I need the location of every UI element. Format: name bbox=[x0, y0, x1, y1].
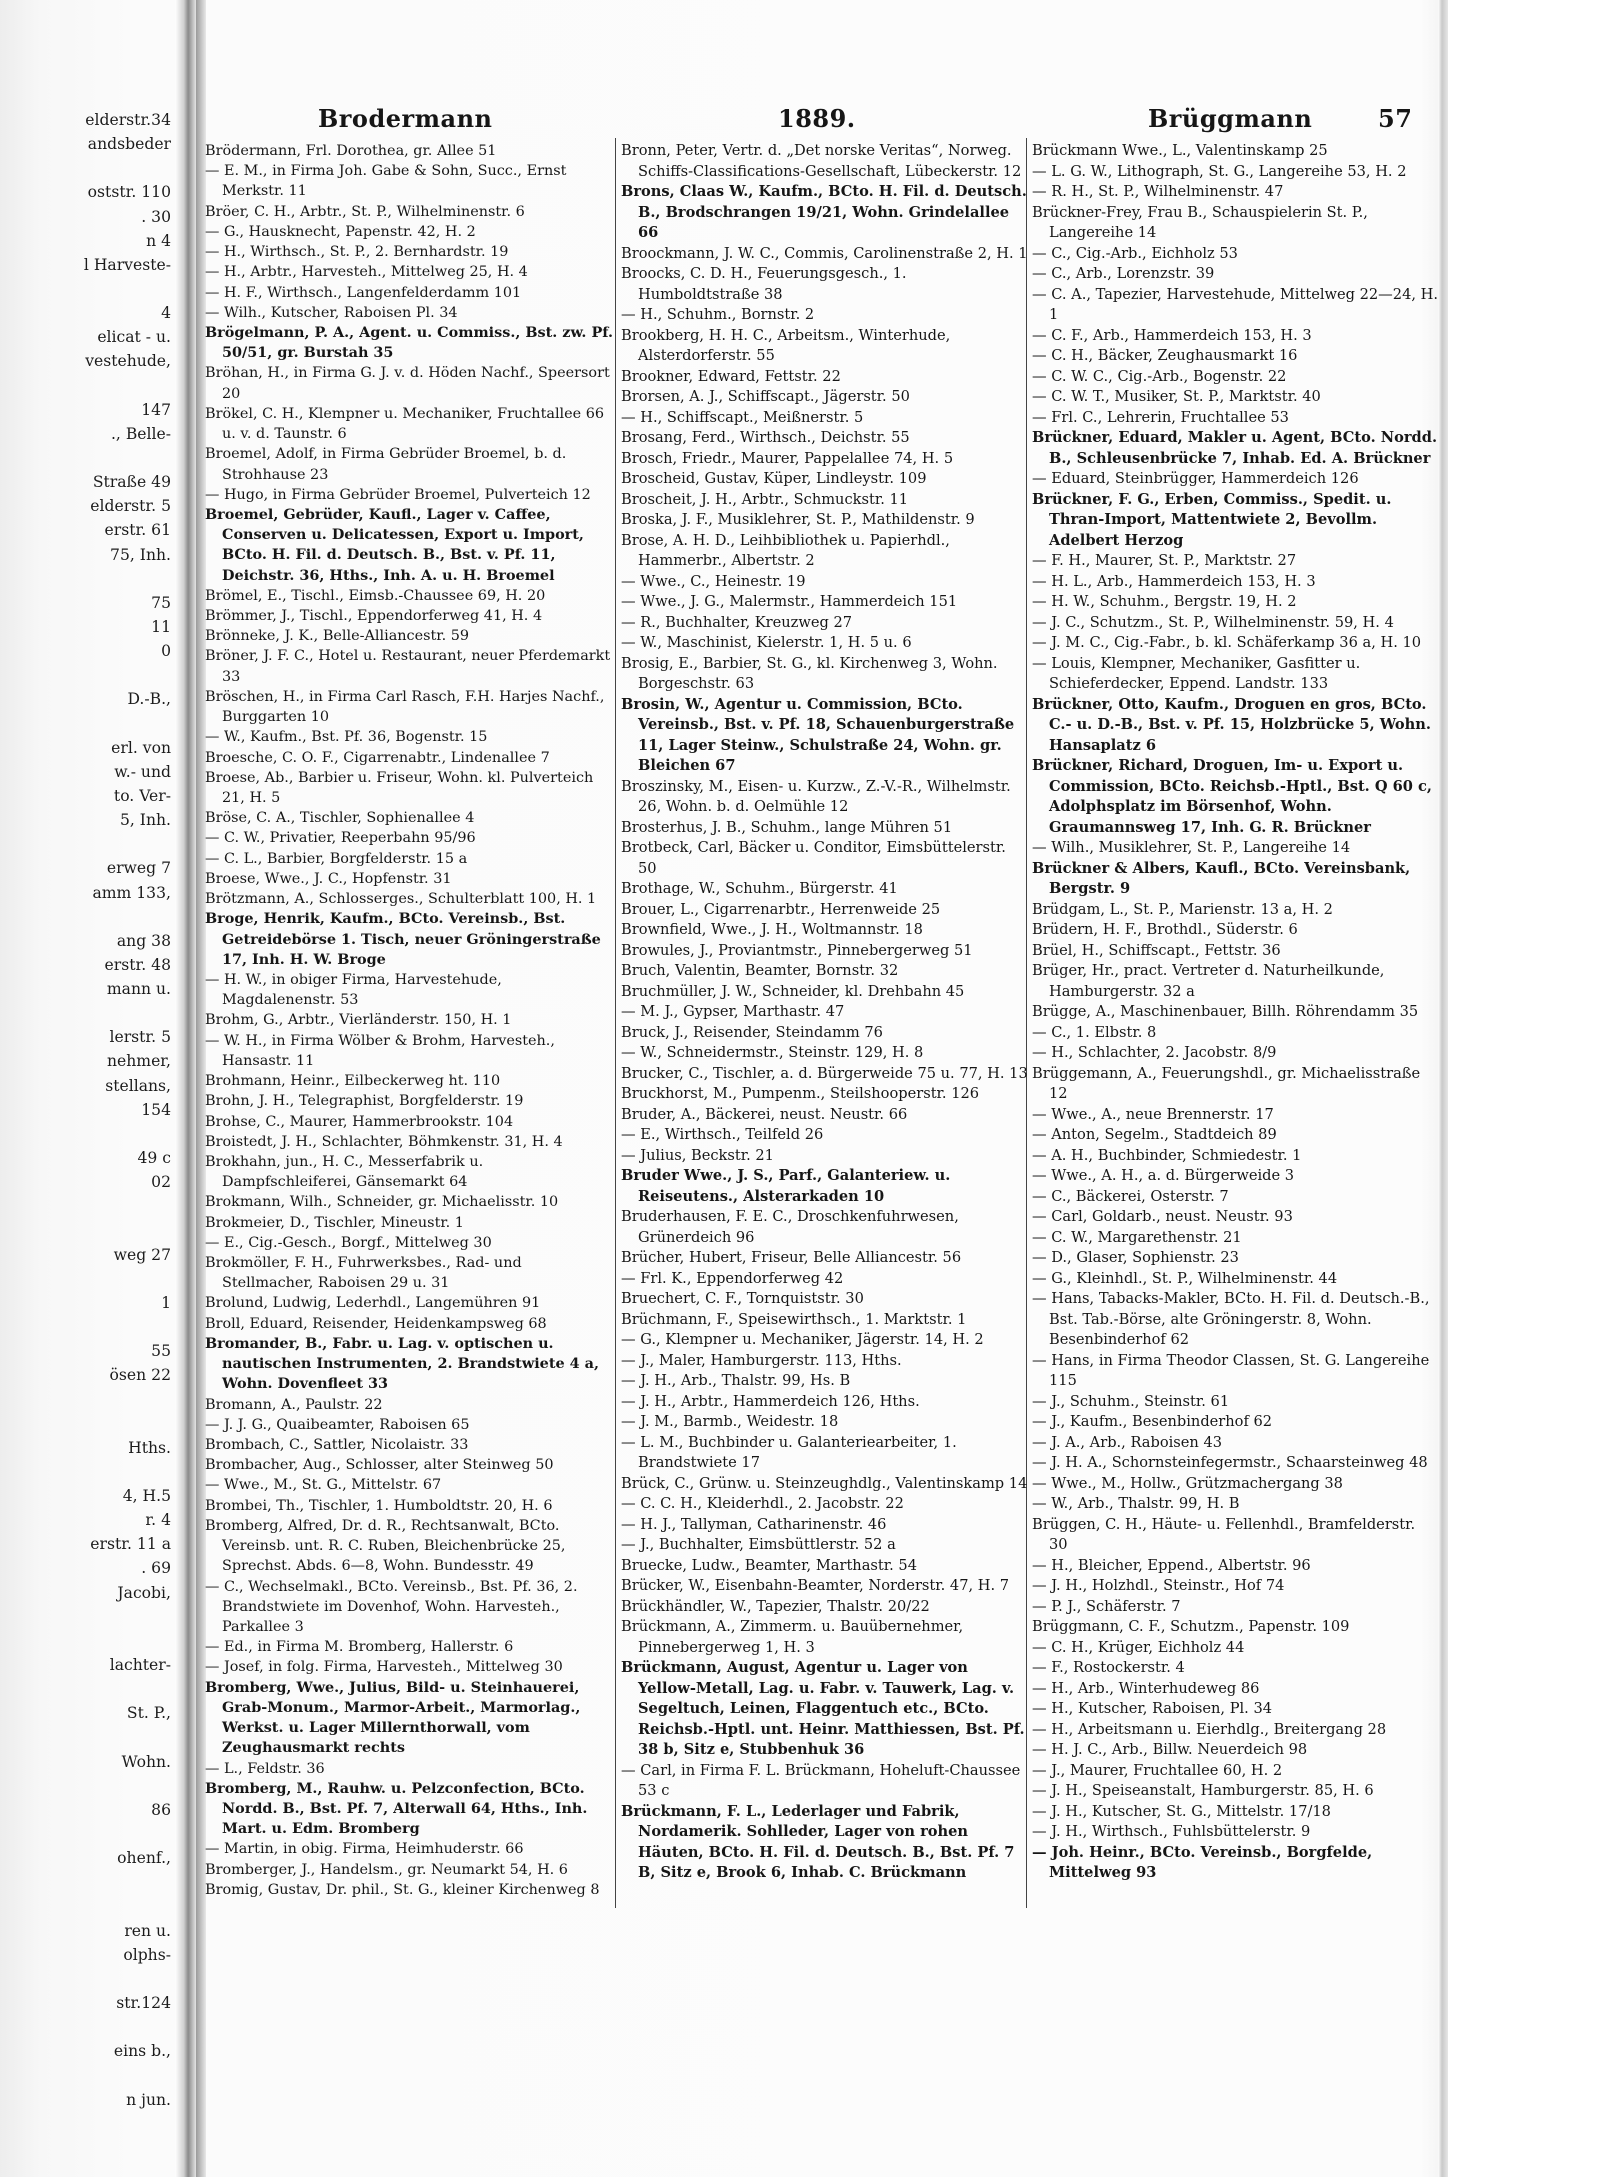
directory-entry: — G., Hausknecht, Papenstr. 42, H. 2 bbox=[205, 223, 476, 240]
facing-page-line: olphs- bbox=[123, 1945, 171, 1964]
directory-entry: Bruecke, Ludw., Beamter, Marthastr. 54 bbox=[621, 1556, 917, 1574]
directory-entry: — H., Kutscher, Rabois​en, Pl. 34 bbox=[1032, 1700, 1273, 1717]
facing-page-line bbox=[0, 905, 175, 929]
directory-entry: — J. A., Arb., Rabois​en 43 bbox=[1032, 1433, 1223, 1451]
directory-entry: — Frl. C., Lehrerin, Fruchtallee 53 bbox=[1032, 408, 1289, 426]
facing-page-line bbox=[0, 1412, 175, 1436]
directory-entry: — J., Maler, Hamburgerstr. 113, Hths. bbox=[621, 1351, 902, 1369]
directory-entry: — J. H., Arb., Thalstr. 99, Hs. B bbox=[621, 1372, 851, 1389]
directory-entry: — Wwe., A., neue Brennerstr. 17 bbox=[1032, 1105, 1274, 1123]
facing-page-line bbox=[0, 663, 175, 687]
directory-entry: — F., Rostockerstr. 4 bbox=[1032, 1659, 1185, 1676]
directory-entry: — H. J. C., Arb., Billw. Neuerdeich 98 bbox=[1032, 1741, 1308, 1758]
directory-entry: — C. W., Margarethenstr. 21 bbox=[1032, 1228, 1242, 1246]
facing-page-line: 75 bbox=[151, 593, 171, 612]
directory-entry: Bruchmüller, J. W., Schneider, kl. Drehbahn 45 bbox=[621, 982, 965, 1000]
directory-entry: — H., Bleicher, Eppend., Albertstr. 96 bbox=[1032, 1556, 1311, 1574]
directory-entry: — W., Arb., Thalstr. 99, H. B bbox=[1032, 1495, 1240, 1512]
facing-page-line: 4, H.5 bbox=[122, 1487, 171, 1506]
directory-entry: — Martin, in obig. Firma, Heimhuderstr. 66 bbox=[205, 1841, 524, 1858]
facing-page-line: erweg 7 bbox=[106, 859, 171, 878]
facing-page-line: ohenf., bbox=[117, 1849, 171, 1868]
directory-entry: — W., Maschinist, Kielerstr. 1, H. 5 u. 6 bbox=[621, 634, 912, 651]
directory-entry: — L. M., Buchbinder u. Galanteriearbeiter, 1. Brandstwiete 17 bbox=[621, 1433, 957, 1471]
directory-entry: — Wwe., C., Heinestr. 19 bbox=[621, 572, 806, 590]
directory-entry: — H., Wirthsch., St. P., 2. Bernhardstr. 19 bbox=[205, 244, 509, 261]
directory-entry: Brückmann, August, Agentur u. Lager von Yellow-Metall, Lag. u. Fabr. v. Tauwerk, Lag. v. Segeltuch, Leinen, Flaggentuch etc., BCto. Reichsb.-Hptl. unt. Heinr. Matthiessen, Bst. Pf. 38 b, Sitz e, Stubbenhuk 36 bbox=[621, 1659, 1025, 1758]
facing-page-line: 1 bbox=[161, 1293, 171, 1312]
directory-entry: Brüger, Hr., pract. Vertreter d. Naturheilkunde, Hamburgerstr. 32 a bbox=[1032, 962, 1385, 1000]
facing-page-line: ösen 22 bbox=[109, 1366, 171, 1385]
facing-page-line: n jun. bbox=[126, 2090, 171, 2109]
directory-entry: — J. H., Speiseanstalt, Hamburgerstr. 85, H. 6 bbox=[1032, 1782, 1374, 1799]
directory-entry: Brückner & Albers, Kaufl., BCto. Vereinsbank, Bergstr. 9 bbox=[1032, 859, 1411, 897]
directory-entry: Broistedt, J. H., Schlachter, Böhmkenstr. 31, H. 4 bbox=[205, 1133, 563, 1150]
directory-entry: — J. M. C., Cig.-Fabr., b. kl. Schäferkamp 36 a, H. 10 bbox=[1032, 634, 1422, 651]
directory-entry: — Anton, Segelm., Stadtdeich 89 bbox=[1032, 1126, 1277, 1143]
facing-page-line: erstr. 11 a bbox=[90, 1535, 171, 1554]
facing-page-line: . 30 bbox=[141, 207, 171, 226]
directory-entry: Brückner-Frey, Frau B., Schauspielerin St. P., Langereihe 14 bbox=[1032, 203, 1368, 241]
directory-entry: Bruck, J., Reisender, Steindamm 76 bbox=[621, 1023, 883, 1041]
facing-page-line bbox=[0, 374, 175, 398]
directory-entry: Broocks, C. D. H., Feuerungsgesch., 1. Humboldtstraße 38 bbox=[621, 265, 907, 303]
facing-page-line bbox=[0, 1870, 175, 1894]
directory-entry: Brohmann, Heinr., Eilbeckerweg ht. 110 bbox=[205, 1073, 501, 1090]
directory-entry: — J. H., Wirthsch., Fuhlsbüttelerstr. 9 bbox=[1032, 1823, 1311, 1840]
facing-page-line: 5, Inh. bbox=[119, 811, 171, 830]
facing-page-line: 49 c bbox=[137, 1149, 171, 1168]
running-head-left: Brodermann bbox=[318, 104, 493, 133]
directory-column-1 bbox=[205, 141, 613, 1900]
directory-entry: Brüel, H., Schiffscapt., Fettstr. 36 bbox=[1032, 941, 1281, 959]
directory-entry: Brömmer, J., Tischl., Eppendorferweg 41, H. 4 bbox=[205, 608, 543, 625]
directory-entry: Brögelmann, P. A., Agent. u. Commiss., Bst. zw. Pf. 50/51, gr. Burstah 35 bbox=[205, 323, 613, 362]
facing-page-line bbox=[0, 1387, 175, 1411]
facing-page-line: nehmer, bbox=[106, 1052, 171, 1071]
directory-entry: Bröschen, H., in Firma Carl Rasch, F.H. Harjes Nachf., Burggarten 10 bbox=[205, 688, 605, 726]
directory-entry: — C., Bäckerei, Osterstr. 7 bbox=[1032, 1187, 1229, 1205]
facing-page-line bbox=[0, 156, 175, 180]
facing-page-line: ., Belle- bbox=[110, 424, 171, 443]
directory-entry: Broge, Henrik, Kaufm., BCto. Vereinsb., Bst. Getreidebörse 1. Tisch, neuer Gröningerstraße 17, Inh. H. W. Broge bbox=[205, 910, 601, 968]
facing-page-line: Wohn. bbox=[121, 1752, 171, 1771]
directory-entry: Brookner, Edward, Fettstr. 22 bbox=[621, 367, 841, 385]
directory-entry: Bromberg, Wwe., Julius, Bild- u. Steinhauerei, Grab-Monum., Marmor-Arbeit., Marmorlag., Werkst. u. Lager Millernthorwall, vom Zeughausmarkt rechts bbox=[205, 1678, 581, 1757]
running-head-year: 1889. bbox=[778, 104, 856, 133]
directory-entry: Brolund, Ludwig, Lederhdl., Langemühren 91 bbox=[205, 1295, 541, 1312]
directory-entry: — E. M., in Firma Joh. Gabe & Sohn, Succ., Ernst Merkstr. 11 bbox=[205, 163, 567, 200]
directory-entry: Bruderhausen, F. E. C., Droschkenfuhrwesen, Grünerdeich 96 bbox=[621, 1208, 959, 1246]
directory-entry: Brosang, Ferd., Wirthsch., Deichstr. 55 bbox=[621, 429, 910, 446]
directory-entry: Brökel, C. H., Klempner u. Mechaniker, Fruchtallee 66 u. v. d. Taunstr. 6 bbox=[205, 405, 605, 443]
facing-page-line: n 4 bbox=[146, 231, 171, 250]
directory-entry: Broska, J. F., Musiklehrer, St. P., Mathildenstr. 9 bbox=[621, 511, 975, 528]
directory-column-3 bbox=[1032, 141, 1438, 1884]
directory-entry: Brokmöller, F. H., Fuhrwerksbes., Rad- und Stellmacher, Rabois​en 29 u. 31 bbox=[205, 1255, 522, 1292]
directory-entry: Brödermann, Frl. Dorothea, gr. Allee 51 bbox=[205, 143, 497, 159]
directory-entry: — H. L., Arb., Hammerdeich 153, H. 3 bbox=[1032, 572, 1316, 590]
directory-entry: — H. W., in obiger Firma, Harvestehude, Magdalenenstr. 53 bbox=[205, 971, 502, 1009]
directory-entry: — L. G. W., Lithograph, St. G., Langereihe 53, H. 2 bbox=[1032, 162, 1407, 180]
directory-entry: Brohse, C., Maurer, Hammerbrookstr. 104 bbox=[205, 1113, 514, 1130]
directory-entry: Broese, Ab., Barbier u. Friseur, Wohn. kl. Pulverteich 21, H. 5 bbox=[205, 769, 594, 806]
facing-page-line bbox=[0, 832, 175, 856]
directory-entry: — H., Schlachter, 2. Jacobstr. 8/9 bbox=[1032, 1044, 1277, 1061]
directory-entry: Bruder Wwe., J. S., Parf., Galanteriew. u. Reiseutens., Alsterarkaden 10 bbox=[621, 1167, 951, 1205]
directory-entry: Bröner, J. F. C., Hotel u. Restaurant, neuer Pferdemarkt 33 bbox=[205, 648, 611, 685]
facing-page-line bbox=[0, 1315, 175, 1339]
facing-page-line: andsbeder bbox=[87, 135, 171, 154]
directory-entry: Brückner, Otto, Kaufm., Droguen en gros, BCto. C.- u. D.-B., Bst. v. Pf. 15, Holzbrücke 5, Wohn. Hansaplatz 6 bbox=[1032, 695, 1431, 754]
directory-entry: Brotbeck, Carl, Bäcker u. Conditor, Eimsbüttelerstr. 50 bbox=[621, 839, 1006, 877]
directory-entry: Brönneke, J. K., Belle-Alliancestr. 59 bbox=[205, 628, 470, 645]
directory-entry: Brückner, Eduard, Makler u. Agent, BCto. Nordd. B., Schleusenbrücke 7, Inhab. Ed. A. Brückner bbox=[1032, 429, 1438, 467]
directory-entry: — C. W. T., Musiker, St. P., Marktstr. 40 bbox=[1032, 388, 1321, 405]
facing-page-line bbox=[0, 1267, 175, 1291]
directory-entry: — D., Glaser, Sophienstr. 23 bbox=[1032, 1249, 1239, 1266]
directory-entry: Brouer, L., Cigarrenarbtr., Herrenweide 25 bbox=[621, 900, 941, 918]
facing-page-line: str.124 bbox=[116, 1993, 171, 2012]
directory-entry: — G., Kleinhdl., St. P., Wilhelminenstr. 44 bbox=[1032, 1269, 1338, 1287]
facing-page-line bbox=[0, 712, 175, 736]
directory-entry: — C. W., Privatier, Reeperbahn 95/96 bbox=[205, 830, 476, 847]
facing-page-line: ren u. bbox=[124, 1921, 171, 1940]
facing-page-line: 86 bbox=[151, 1800, 171, 1819]
directory-entry: Bröer, C. H., Arbtr., St. P., Wilhelminenstr. 6 bbox=[205, 203, 525, 220]
facing-page-line: 147 bbox=[141, 400, 171, 419]
directory-entry: — G., Klempner u. Mechaniker, Jägerstr. 14, H. 2 bbox=[621, 1331, 984, 1348]
directory-entry: — W. H., in Firma Wölber & Brohm, Harvesteh., Hansastr. 11 bbox=[205, 1032, 555, 1069]
facing-page-line bbox=[0, 1725, 175, 1749]
directory-entry: Brohm, G., Arbtr., Vierländerstr. 150, H. 1 bbox=[205, 1012, 512, 1029]
facing-page-line bbox=[0, 1677, 175, 1701]
facing-page-line: amm 133, bbox=[92, 883, 171, 902]
directory-entry: Bromberg, Alfred, Dr. d. R., Rechtsanwalt, BCto. Vereinsb. unt. R. C. Ruben, Bleichenbrücke 25, Sprechst. Abds. 6—8, Wohn. Bundesstr. 49 bbox=[205, 1517, 566, 1575]
directory-entry: — Hans, in Firma Theodor Classen, St. G. Langereihe 115 bbox=[1032, 1351, 1430, 1389]
directory-entry: Bromann, A., Paulstr. 22 bbox=[205, 1396, 383, 1413]
facing-page-line bbox=[0, 2063, 175, 2087]
facing-page-line: Straße 49 bbox=[92, 473, 171, 492]
book-gutter bbox=[175, 0, 197, 2177]
facing-page-line: l Harveste- bbox=[83, 255, 171, 274]
directory-entry: Brügge, A., Maschinenbauer, Billh. Röhrendamm 35 bbox=[1032, 1003, 1419, 1020]
facing-page-line bbox=[0, 1967, 175, 1991]
directory-entry: Bröhan, H., in Firma G. J. v. d. Höden Nachf., Speersort 20 bbox=[205, 365, 610, 402]
directory-entry: Brohn, J. H., Telegraphist, Borgfelderstr. 19 bbox=[205, 1093, 524, 1110]
directory-entry: Brownfield, Wwe., J. H., Woltmannstr. 18 bbox=[621, 921, 923, 938]
page-number: 57 bbox=[1378, 104, 1413, 133]
facing-page-line: . 69 bbox=[141, 1559, 171, 1578]
directory-entry: — Josef, in folg. Firma, Harvesteh., Mittelweg 30 bbox=[205, 1659, 563, 1676]
facing-page-line: St. P., bbox=[126, 1704, 171, 1723]
directory-entry: Broesche, C. O. F., Cigarrenabtr., Lindenallee 7 bbox=[205, 749, 550, 766]
directory-entry: Brüggemann, A., Feuerungshdl., gr. Michaelisstraße 12 bbox=[1032, 1064, 1421, 1102]
directory-entry: Browules, J., Proviantmstr., Pinnebergerweg 51 bbox=[621, 941, 973, 959]
directory-entry: Brosch, Friedr., Maurer, Pappelallee 74, H. 5 bbox=[621, 449, 954, 467]
column-rule bbox=[615, 138, 616, 1908]
directory-entry: Bromberg, M., Rauhw. u. Pelzconfection, BCto. Nordd. B., Bst. Pf. 7, Alterwall 64, Hths., Inh. Mart. u. Edm. Bromberg bbox=[205, 1779, 588, 1838]
directory-entry: — H., Arb., Winterhudeweg 86 bbox=[1032, 1679, 1260, 1697]
directory-entry: Broll, Eduard, Reisender, Heidenkampsweg 68 bbox=[205, 1315, 547, 1332]
directory-entry: — H., Schiffscapt., Meißnerstr. 5 bbox=[621, 408, 864, 426]
facing-page-line bbox=[0, 2015, 175, 2039]
facing-page-line: lachter- bbox=[109, 1656, 171, 1674]
directory-entry: Bronn, Peter, Vertr. d. „Det norske Veritas“, Norweg. Schiffs-Classifications-Gesellschaft, Lübeckerstr. 12 bbox=[621, 142, 1022, 180]
facing-page-line: oststr. 110 bbox=[87, 183, 171, 202]
directory-entry: Brombach, C., Sattler, Nicolaistr. 33 bbox=[205, 1437, 469, 1453]
directory-entry: Brosterhus, J. B., Schuhm., lange Mühren 51 bbox=[621, 818, 953, 836]
directory-entry: — J. M., Barmb., Weidestr. 18 bbox=[621, 1413, 839, 1430]
directory-entry: — Wilh., Musiklehrer, St. P., Langereihe 14 bbox=[1032, 839, 1351, 856]
directory-entry: Bruch, Valentin, Beamter, Bornstr. 32 bbox=[621, 962, 899, 979]
facing-page-line: weg 27 bbox=[113, 1245, 171, 1264]
directory-entry: — Carl, in Firma F. L. Brückmann, Hoheluft-Chaussee 53 c bbox=[621, 1761, 1021, 1799]
directory-entry: — J. H. A., Schornsteinfegermstr., Schaarsteinweg 48 bbox=[1032, 1454, 1428, 1471]
directory-entry: — Julius, Beckstr. 21 bbox=[621, 1146, 774, 1164]
directory-entry: Broemel, Gebrüder, Kaufl., Lager v. Caffee, Conserven u. Delicatessen, Export u. Import, BCto. H. Fil. d. Deutsch. B., Bst. v. Pf. 11, Deichstr. 36, Hths., Inh. A. u. H. Broemel bbox=[205, 505, 584, 584]
facing-page-line: to. Ver- bbox=[113, 786, 171, 805]
facing-page-line: 4 bbox=[161, 304, 171, 323]
facing-page-line: stellans, bbox=[105, 1076, 171, 1095]
directory-entry: — C., 1. Elbstr. 8 bbox=[1032, 1023, 1157, 1041]
facing-page-line: r. 4 bbox=[145, 1511, 171, 1530]
directory-entry: Broscheit, J. H., Arbtr., Schmuckstr. 11 bbox=[621, 490, 909, 508]
facing-page-line: erl. von bbox=[111, 738, 171, 757]
facing-page-line bbox=[0, 1194, 175, 1218]
directory-entry: Bruckhorst, M., Pumpenm., Steilshooperstr. 126 bbox=[621, 1085, 980, 1102]
directory-entry: — M. J., Gypser, Marthastr. 47 bbox=[621, 1003, 845, 1020]
directory-entry: — C., Arb., Lorenzstr. 39 bbox=[1032, 265, 1215, 282]
directory-entry: — L., Feldstr. 36 bbox=[205, 1760, 325, 1777]
directory-entry: — J., Schuhm., Steinstr. 61 bbox=[1032, 1392, 1230, 1410]
facing-page-line: vestehude, bbox=[85, 352, 171, 371]
running-head-right: Brüggmann bbox=[1148, 104, 1313, 133]
directory-entry: Brüchmann, F., Speisewirthsch., 1. Marktstr. 1 bbox=[621, 1310, 967, 1328]
directory-entry: — C. H., Bäcker, Zeughausmarkt 16 bbox=[1032, 347, 1298, 364]
directory-entry: — Ed., in Firma M. Bromberg, Hallerstr. 6 bbox=[205, 1639, 514, 1656]
directory-entry: — R. H., St. P., Wilhelminenstr. 47 bbox=[1032, 183, 1284, 200]
directory-entry: Brüdgam, L., St. P., Marienstr. 13 a, H. 2 bbox=[1032, 900, 1333, 918]
directory-entry: Bromig, Gustav, Dr. phil., St. G., kleiner Kirchenweg 8 bbox=[205, 1881, 600, 1898]
directory-entry: Broemel, Adolf, in Firma Gebrüder Broemel, b. d. Strohhause 23 bbox=[205, 446, 567, 483]
facing-page-line bbox=[0, 446, 175, 470]
facing-page-line: 55 bbox=[151, 1342, 171, 1361]
directory-entry: — J., Maurer, Fruchtallee 60, H. 2 bbox=[1032, 1761, 1283, 1779]
directory-entry: — Eduard, Steinbrügger, Hammerdeich 126 bbox=[1032, 470, 1359, 487]
facing-page-line: eins b., bbox=[113, 2042, 171, 2061]
directory-entry: Brömel, E., Tischl., Eimsb.-Chaussee 69, H. 20 bbox=[205, 587, 546, 604]
directory-entry: — J. C., Schutzm., St. P., Wilhelminenstr. 59, H. 4 bbox=[1032, 613, 1394, 631]
facing-page-line bbox=[0, 1001, 175, 1025]
directory-entry: Brötzmann, A., Schlosserges., Schulterblatt 100, H. 1 bbox=[205, 891, 597, 908]
facing-page-line bbox=[0, 1218, 175, 1242]
directory-entry: Brookberg, H. H. C., Arbeitsm., Winterhude, Alsterdorferstr. 55 bbox=[621, 326, 951, 364]
directory-entry: — Louis, Klempner, Mechaniker, Gasfitter u. Schieferdecker, Eppend. Landstr. 133 bbox=[1032, 654, 1361, 692]
facing-page-line: D.-B., bbox=[127, 690, 171, 709]
facing-page-line bbox=[0, 1629, 175, 1653]
directory-entry: Brucker, C., Tischler, a. d. Bürgerweide 75 u. 77, H. 13 bbox=[621, 1064, 1028, 1082]
directory-entry: — J. H., Arbtr., Hammerdeich 126, Hths. bbox=[621, 1392, 920, 1410]
directory-entry: — C. L., Barbier, Borgfelderstr. 15 a bbox=[205, 850, 468, 867]
directory-entry: Brüggen, C. H., Häute- u. Fellenhdl., Bramfelderstr. 30 bbox=[1032, 1515, 1416, 1553]
facing-page-line: lerstr. 5 bbox=[109, 1028, 171, 1047]
directory-entry: Bröse, C. A., Tischler, Sophienallee 4 bbox=[205, 810, 475, 827]
directory-entry: — Joh. Heinr., BCto. Vereinsb., Borgfelde, Mittelweg 93 bbox=[1032, 1843, 1373, 1881]
facing-page-line: w.- und bbox=[114, 762, 171, 781]
facing-page-line: elicat - u. bbox=[97, 328, 171, 347]
facing-page-line bbox=[0, 1122, 175, 1146]
directory-entry: Brosig, E., Barbier, St. G., kl. Kirchenweg 3, Wohn. Borgeschstr. 63 bbox=[621, 654, 998, 692]
directory-entry: Brombei, Th., Tischler, 1. Humboldtstr. 20, H. 6 bbox=[205, 1497, 553, 1514]
facing-page-line: Jacobi, bbox=[117, 1583, 171, 1602]
facing-page-line: 11 bbox=[151, 617, 171, 636]
directory-entry: — J. H., Holzhdl., Steinstr., Hof 74 bbox=[1032, 1577, 1285, 1594]
directory-entry: — Wwe., M., St. G., Mittelstr. 67 bbox=[205, 1477, 442, 1494]
directory-entry: Bruder, A., Bäckerei, neust. Neustr. 66 bbox=[621, 1105, 908, 1123]
directory-entry: Brosin, W., Agentur u. Commission, BCto. Vereinsb., Bst. v. Pf. 18, Schauenburgerstraße 11, Lager Steinw., Schulstraße 24, Wohn. gr. Bleichen 67 bbox=[621, 695, 1015, 774]
directory-entry: Brücher, Hubert, Friseur, Belle Alliancestr. 56 bbox=[621, 1249, 962, 1266]
facing-page-line: 75, Inh. bbox=[110, 545, 171, 564]
facing-page-line: ang 38 bbox=[116, 931, 171, 950]
directory-entry: Broscheid, Gustav, Küper, Lindleystr. 109 bbox=[621, 470, 927, 487]
directory-entry: — A. H., Buchbinder, Schmiedestr. 1 bbox=[1032, 1146, 1302, 1164]
directory-entry: Broockmann, J. W. C., Commis, Carolinenstraße 2, H. 1 bbox=[621, 244, 1028, 262]
directory-entry: Brothage, W., Schuhm., Bürgerstr. 41 bbox=[621, 880, 898, 897]
directory-entry: — J. H., Kutscher, St. G., Mittelstr. 17/18 bbox=[1032, 1802, 1331, 1820]
directory-entry: Brüggmann, C. F., Schutzm., Papenstr. 109 bbox=[1032, 1618, 1350, 1635]
facing-page-line bbox=[0, 277, 175, 301]
facing-page-line bbox=[0, 1822, 175, 1846]
directory-entry: — Hugo, in Firma Gebrüder Broemel, Pulverteich 12 bbox=[205, 486, 591, 503]
directory-entry: Brokmann, Wilh., Schneider, gr. Michaelisstr. 10 bbox=[205, 1194, 559, 1211]
facing-page-fragment bbox=[0, 108, 175, 2112]
directory-entry: — Wwe., A. H., a. d. Bürgerweide 3 bbox=[1032, 1167, 1295, 1184]
facing-page-line: elderstr.34 bbox=[85, 111, 171, 129]
directory-entry: — C. H., Krüger, Eichholz 44 bbox=[1032, 1638, 1245, 1656]
directory-entry: Brose, A. H. D., Leihbibliothek u. Papierhdl., Hammerbr., Albertstr. 2 bbox=[621, 531, 950, 569]
facing-page-line: Hths. bbox=[128, 1438, 171, 1457]
facing-page-line bbox=[0, 567, 175, 591]
facing-page-line bbox=[0, 1460, 175, 1484]
directory-entry: — W., Kaufm., Bst. Pf. 36, Bogenstr. 15 bbox=[205, 729, 488, 746]
facing-page-line: erstr. 48 bbox=[104, 955, 171, 974]
directory-entry: Broese, Wwe., J. C., Hopfenstr. 31 bbox=[205, 870, 452, 887]
facing-page-line: 154 bbox=[141, 1100, 171, 1119]
directory-entry: Brüdern, H. F., Brothdl., Süderstr. 6 bbox=[1032, 921, 1298, 938]
facing-page-line: 02 bbox=[151, 1173, 171, 1192]
directory-entry: Brückmann, A., Zimmerm. u. Bauübernehmer, Pinnebergerweg 1, H. 3 bbox=[621, 1618, 964, 1656]
directory-entry: — C., Wechselmakl., BCto. Vereinsb., Bst. Pf. 36, 2. Brandstwiete im Dovenhof, Wohn. Harvesteh., Parkallee 3 bbox=[205, 1578, 578, 1635]
directory-entry: — H. J., Tallyman, Catharinenstr. 46 bbox=[621, 1515, 887, 1533]
directory-entry: — J. J. G., Quaibeamter, Rabois​en 65 bbox=[205, 1416, 470, 1433]
directory-entry: — W., Schneidermstr., Steinstr. 129, H. 8 bbox=[621, 1044, 924, 1061]
directory-entry: — C. W. C., Cig.-Arb., Bogenstr. 22 bbox=[1032, 367, 1287, 385]
directory-entry: — Hans, Tabacks-Makler, BCto. H. Fil. d. Deutsch.-B., Bst. Tab.-Börse, alte Gröningerstr. 8, Wohn. Besenbinderhof 62 bbox=[1032, 1290, 1430, 1348]
directory-entry: — P. J., Schäferstr. 7 bbox=[1032, 1597, 1181, 1615]
directory-entry: — R., Buchhalter, Kreuzweg 27 bbox=[621, 613, 853, 631]
directory-entry: — Wwe., M., Hollw., Grützmachergang 38 bbox=[1032, 1474, 1343, 1492]
directory-entry: Brückner, Richard, Droguen, Im- u. Export u. Commission, BCto. Reichsb.-Hptl., Bst. Q 60 c, Adolphsplatz im Börsenhof, Wohn. Graumannsweg 17, Inh. G. R. Brückner bbox=[1032, 757, 1432, 836]
directory-entry: Brückmann, F. L., Lederlager und Fabrik, Nordamerik. Sohlleder, Lager von rohen Häuten, BCto. H. Fil. d. Deutsch. B., Bst. Pf. 7 B, Sitz e, Brook 6, Inhab. C. Brückmann bbox=[621, 1802, 1015, 1881]
directory-entry: — Wilh., Kutscher, Rabois​en Pl. 34 bbox=[205, 304, 458, 321]
directory-entry: Brorsen, A. J., Schiffscapt., Jägerstr. 50 bbox=[621, 388, 910, 405]
facing-page-line: erstr. 61 bbox=[104, 521, 171, 540]
facing-page-line bbox=[0, 1774, 175, 1798]
directory-entry: — H. F., Wirthsch., Langenfelderdamm 101 bbox=[205, 284, 522, 301]
directory-entry: Brons, Claas W., Kaufm., BCto. H. Fil. d. Deutsch. B., Brodschrangen 19/21, Wohn. Grindelallee 66 bbox=[621, 183, 1027, 241]
facing-page-line: mann u. bbox=[106, 980, 171, 999]
directory-entry: Bromander, B., Fabr. u. Lag. v. optischen u. nautischen Instrumenten, 2. Brandstwiete 4 a, Wohn. Dovenfleet 33 bbox=[205, 1334, 599, 1393]
directory-entry: — Carl, Goldarb., neust. Neustr. 93 bbox=[1032, 1208, 1293, 1225]
directory-entry: — J., Buchhalter, Eimsbüttlerstr. 52 a bbox=[621, 1536, 896, 1553]
page-right-edge bbox=[1438, 0, 1448, 2177]
directory-entry: — C. A., Tapezier, Harvestehude, Mittelweg 22—24, H. 1 bbox=[1032, 285, 1438, 323]
directory-entry: Brombacher, Aug., Schlosser, alter Steinweg 50 bbox=[205, 1457, 554, 1474]
directory-entry: — E., Cig.-Gesch., Borgf., Mittelweg 30 bbox=[205, 1234, 492, 1251]
directory-entry: — J., Kaufm., Besenbinderhof 62 bbox=[1032, 1413, 1273, 1430]
directory-entry: Brückhändler, W., Tapezier, Thalstr. 20/22 bbox=[621, 1597, 930, 1615]
directory-entry: Brück, C., Grünw. u. Steinzeughdlg., Valentinskamp 14 bbox=[621, 1474, 1028, 1492]
directory-entry: Brokmeier, D., Tischler, Mineustr. 1 bbox=[205, 1214, 464, 1231]
directory-entry: — H. W., Schuhm., Bergstr. 19, H. 2 bbox=[1032, 593, 1297, 610]
directory-entry: Bruechert, C. F., Tornquiststr. 30 bbox=[621, 1290, 864, 1307]
facing-page-line: 0 bbox=[161, 642, 171, 661]
directory-entry: — H., Arbeitsmann u. Eierhdlg., Breitergang 28 bbox=[1032, 1720, 1387, 1738]
directory-entry: — F. H., Maurer, St. P., Marktstr. 27 bbox=[1032, 552, 1297, 569]
directory-entry: Brückmann Wwe., L., Valentinskamp 25 bbox=[1032, 142, 1328, 159]
directory-entry: Brücker, W., Eisenbahn-Beamter, Norderstr. 47, H. 7 bbox=[621, 1577, 1010, 1594]
directory-entry: — Wwe., J. G., Malermstr., Hammerdeich 151 bbox=[621, 593, 958, 610]
directory-entry: — C. C. H., Kleiderhdl., 2. Jacobstr. 22 bbox=[621, 1495, 904, 1512]
directory-entry: — H., Arbtr., Harvesteh., Mittelweg 25, H. 4 bbox=[205, 264, 528, 281]
directory-entry: Brokhahn, jun., H. C., Messerfabrik u. Dampfschleiferei, Gänsemarkt 64 bbox=[205, 1153, 484, 1191]
directory-column-2 bbox=[621, 141, 1029, 1884]
directory-entry: — C. F., Arb., Hammerdeich 153, H. 3 bbox=[1032, 326, 1312, 344]
directory-entry: — Frl. K., Eppendorferweg 42 bbox=[621, 1269, 844, 1287]
directory-entry: Bromberger, J., Handelsm., gr. Neumarkt 54, H. 6 bbox=[205, 1861, 568, 1878]
facing-page-line: elderstr. 5 bbox=[90, 497, 171, 516]
directory-entry: Broszinsky, M., Eisen- u. Kurzw., Z.-V.-R., Wilhelmstr. 26, Wohn. b. d. Oelmühle 12 bbox=[621, 777, 1011, 815]
facing-page-line bbox=[0, 1894, 175, 1918]
directory-entry: — C., Cig.-Arb., Eichholz 53 bbox=[1032, 244, 1238, 262]
directory-entry: — E., Wirthsch., Teilfeld 26 bbox=[621, 1126, 824, 1143]
facing-page-line bbox=[0, 1605, 175, 1629]
directory-entry: — H., Schuhm., Bornstr. 2 bbox=[621, 306, 815, 323]
directory-entry: Brückner, F. G., Erben, Commiss., Spedit. u. Thran-Import, Mattentwiete 2, Bevollm. Adelbert Herzog bbox=[1032, 490, 1392, 549]
